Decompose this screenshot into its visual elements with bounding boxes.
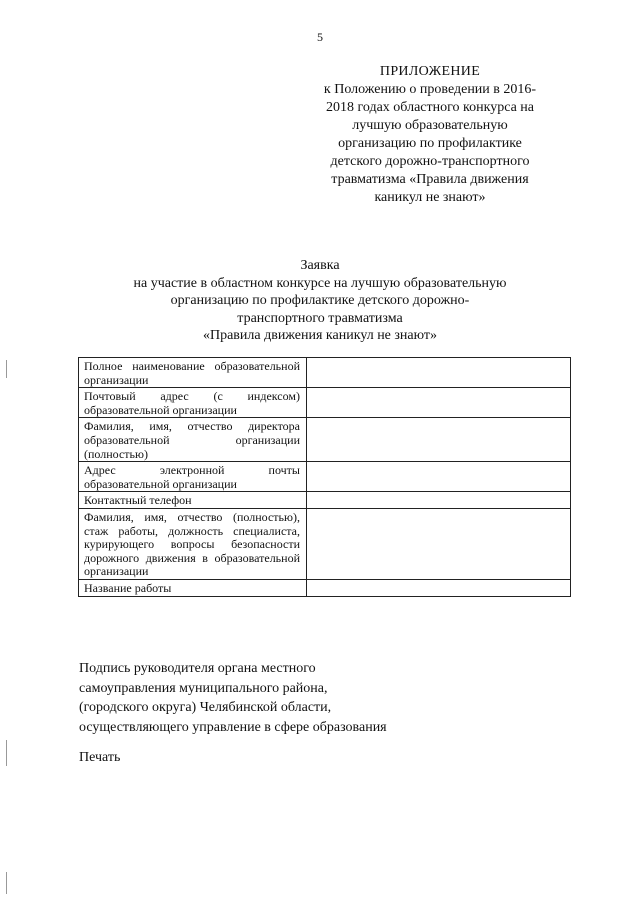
application-subtitle-line: транспортного травматизма	[237, 310, 403, 326]
appendix-line: каникул не знают»	[374, 190, 486, 205]
row-value-postal-address[interactable]	[307, 388, 571, 418]
appendix-title: ПРИЛОЖЕНИЕ	[379, 64, 481, 79]
signature-line: самоуправления муниципального района,	[79, 680, 328, 696]
row-value-phone[interactable]	[307, 492, 571, 509]
appendix-block	[296, 63, 564, 207]
application-subtitle-line: организацию по профилактике детского дорожно-	[170, 293, 470, 308]
table-row	[79, 579, 571, 596]
row-label-director-name: Фамилия, имя, отчество директора образовательной организации (полностью)	[79, 418, 307, 462]
table-row	[79, 492, 571, 509]
row-label-full-name: Полное наименование образовательной организации	[79, 358, 307, 388]
table-row	[79, 418, 571, 462]
scan-edge-mark	[6, 872, 7, 894]
appendix-line: организацию по профилактике	[338, 136, 522, 151]
signature-block	[79, 659, 559, 737]
row-label-email: Адрес электронной почты образовательной организации	[79, 462, 307, 492]
row-label-work-title: Название работы	[79, 579, 307, 596]
appendix-line: к Положению о проведении в 2016-	[323, 82, 537, 97]
row-value-director-name[interactable]	[307, 418, 571, 462]
stamp-label: Печать	[79, 750, 121, 765]
table-row	[79, 388, 571, 418]
appendix-line: лучшую образовательную	[352, 118, 508, 133]
application-subtitle-line: на участие в областном конкурсе на лучшую образовательную	[133, 275, 507, 291]
row-value-email[interactable]	[307, 462, 571, 492]
table-row	[79, 462, 571, 492]
appendix-line: травматизма «Правила движения	[331, 172, 529, 187]
appendix-line: 2018 годах областного конкурса на	[325, 100, 534, 115]
application-subtitle-line: «Правила движения каникул не знают»	[202, 328, 438, 343]
row-value-work-title[interactable]	[307, 579, 571, 596]
table-row	[79, 508, 571, 579]
scan-edge-mark	[6, 740, 7, 766]
application-title: Заявка	[300, 258, 340, 273]
application-form-table	[78, 357, 571, 597]
row-label-phone: Контактный телефон	[79, 492, 307, 509]
row-value-specialist[interactable]	[307, 508, 571, 579]
row-label-specialist: Фамилия, имя, отчество (полностью), стаж работы, должность специалиста, курирующего вопросы безопасности дорожного движения в образовательной организации	[79, 508, 307, 579]
table-row	[79, 358, 571, 388]
signature-line: Подпись руководителя органа местного	[79, 661, 316, 676]
row-label-postal-address: Почтовый адрес (с индексом) образовательной организации	[79, 388, 307, 418]
appendix-line: детского дорожно-транспортного	[330, 154, 530, 169]
application-heading	[60, 257, 580, 345]
page-number: 5	[317, 30, 323, 44]
signature-line: (городского округа) Челябинской области,	[79, 700, 332, 715]
row-value-full-name[interactable]	[307, 358, 571, 388]
signature-line: осуществляющего управление в сфере образования	[79, 719, 387, 735]
scan-edge-mark	[6, 360, 7, 378]
